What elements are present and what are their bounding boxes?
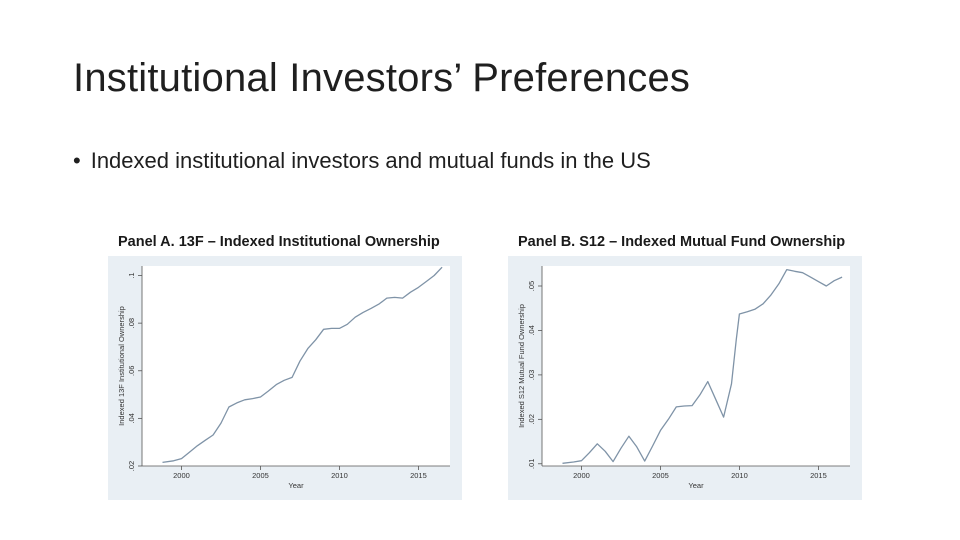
panel-b-y-tick-label: .02 bbox=[527, 414, 536, 425]
panel-b-y-tick-label: .05 bbox=[527, 280, 536, 292]
panel-b-x-axis-label: Year bbox=[688, 481, 704, 490]
panel-a-x-axis-label: Year bbox=[288, 481, 304, 490]
panel-b-title: Panel B. S12 – Indexed Mutual Fund Ownership bbox=[518, 234, 846, 250]
panel-a-chart bbox=[108, 256, 462, 500]
slide-title: Institutional Investors’ Preferences bbox=[73, 56, 691, 100]
panel-b-x-tick-label: 2000 bbox=[573, 471, 590, 480]
panel-a-y-tick-label: .02 bbox=[127, 460, 136, 472]
panel-a-x-tick-label: 2015 bbox=[410, 471, 427, 480]
panel-a-plot-area bbox=[142, 266, 450, 466]
panel-b-y-tick-label: .03 bbox=[527, 369, 536, 381]
panel-a-x-tick-label: 2005 bbox=[252, 471, 269, 480]
panel-b-chart bbox=[508, 256, 862, 500]
panel-b-x-tick-label: 2015 bbox=[810, 471, 827, 480]
panel-b-y-tick-label: .04 bbox=[527, 325, 536, 336]
panel-a-y-tick-label: .06 bbox=[127, 365, 136, 376]
panel-a-x-tick-label: 2000 bbox=[173, 471, 190, 480]
panel-b-x-tick-label: 2010 bbox=[731, 471, 748, 480]
bullet-text: Indexed institutional investors and mutual funds in the US bbox=[90, 148, 651, 173]
bullet-item bbox=[73, 148, 651, 174]
panel-b-y-tick-label: .01 bbox=[527, 458, 536, 469]
panel-a-title: Panel A. 13F – Indexed Institutional Ownership bbox=[118, 234, 440, 250]
panel-b-y-axis-label: Indexed S12 Mutual Fund Ownership bbox=[517, 304, 526, 428]
panel-a-y-tick-label: .04 bbox=[127, 413, 136, 424]
panel-b-plot-area bbox=[542, 266, 850, 466]
panel-a-y-tick-label: .1 bbox=[127, 272, 136, 279]
panel-a-y-axis-label: Indexed 13F Institutional Ownership bbox=[117, 306, 126, 426]
panel-a-y-tick-label: .08 bbox=[127, 317, 136, 329]
panel-b-x-tick-label: 2005 bbox=[652, 471, 669, 480]
panel-a-x-tick-label: 2010 bbox=[331, 471, 348, 480]
bullet-dot-icon: • bbox=[73, 148, 81, 173]
